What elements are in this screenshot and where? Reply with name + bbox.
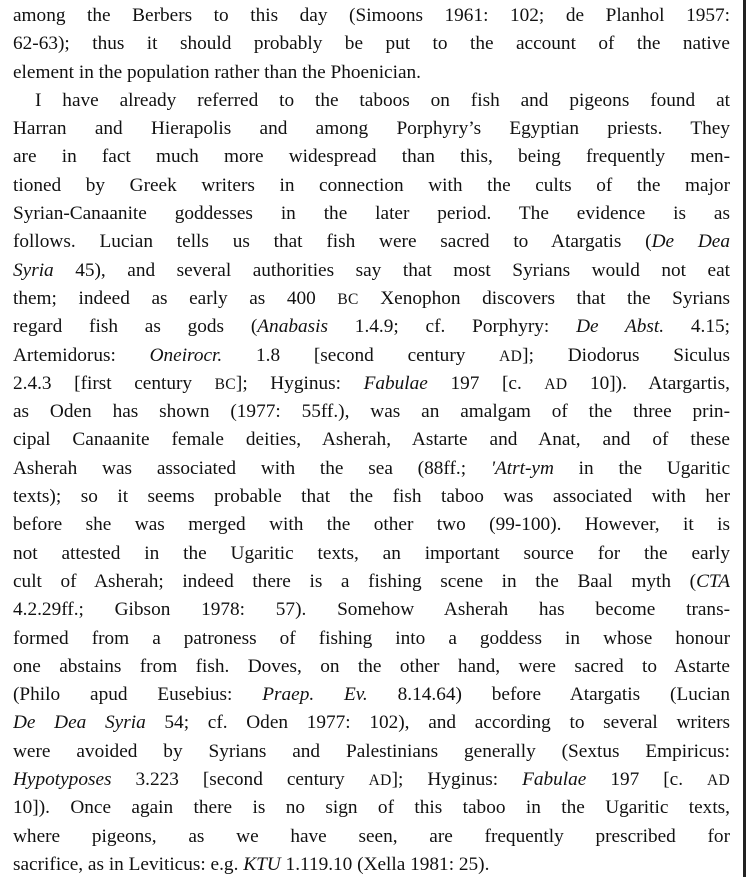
small-caps: AD bbox=[368, 772, 392, 790]
text-line: as Oden has shown (1977: 55ff.), was an amalgam of the three prin- bbox=[13, 401, 730, 423]
text-line: cult of Asherah; indeed there is a fishing scene in the Baal myth (CTA bbox=[13, 570, 730, 592]
text-line: one abstains from fish. Doves, on the other hand, were sacred to Astarte bbox=[13, 655, 730, 677]
text-line: tioned by Greek writers in connection with the cults of the major bbox=[13, 174, 730, 196]
italic-title: Hypotyposes bbox=[13, 769, 112, 791]
text-line: are in fact much more widespread than this, being frequently men- bbox=[13, 146, 730, 168]
text-line: 4.2.29ff.; Gibson 1978: 57). Somehow Asherah has become trans- bbox=[13, 599, 730, 621]
text-line: element in the population rather than the Phoenician. bbox=[13, 61, 421, 83]
italic-title: CTA bbox=[696, 570, 730, 592]
text-line: 2.4.3 [first century BC]; Hyginus: Fabulae 197 [c. AD 10]). Atargartis, bbox=[13, 372, 730, 394]
italic-term: 'Atrt-ym bbox=[490, 457, 554, 479]
text-line: texts); so it seems probable that the fish taboo was associated with her bbox=[13, 486, 730, 508]
small-caps: AD bbox=[544, 375, 568, 393]
small-caps: AD bbox=[499, 347, 523, 365]
text-line: where pigeons, as we have seen, are frequently prescribed for bbox=[13, 825, 730, 847]
small-caps: BC bbox=[337, 290, 359, 308]
text-line: cipal Canaanite female deities, Asherah, Astarte and Anat, and of these bbox=[13, 429, 730, 451]
text-line: Asherah was associated with the sea (88ff.; 'Atrt-ym in the Ugaritic bbox=[13, 457, 730, 479]
text-line: I have already referred to the taboos on fish and pigeons found at bbox=[35, 89, 730, 111]
small-caps: BC bbox=[214, 375, 236, 393]
text-line: formed from a patroness of fishing into a goddess in whose honour bbox=[13, 627, 730, 649]
text-line: (Philo apud Eusebius: Praep. Ev. 8.14.64) before Atargatis (Lucian bbox=[13, 684, 730, 706]
text-line: Hypotyposes 3.223 [second century AD]; Hyginus: Fabulae 197 [c. AD bbox=[13, 769, 730, 791]
italic-title: De Dea bbox=[651, 231, 730, 253]
text-line: sacrifice, as in Leviticus: e.g. KTU 1.119.10 (Xella 1981: 25). bbox=[13, 853, 490, 875]
text-line: Harran and Hierapolis and among Porphyry’s Egyptian priests. They bbox=[13, 118, 730, 140]
text-line: Artemidorus: Oneirocr. 1.8 [second century AD]; Diodorus Siculus bbox=[13, 344, 730, 366]
text-line: not attested in the Ugaritic texts, an important source for the early bbox=[13, 542, 730, 564]
small-caps: AD bbox=[707, 772, 730, 790]
text-line: regard fish as gods (Anabasis 1.4.9; cf. Porphyry: De Abst. 4.15; bbox=[13, 316, 730, 338]
italic-title: Fabulae bbox=[522, 769, 587, 791]
italic-title: Fabulae bbox=[363, 372, 428, 394]
text-line: De Dea Syria 54; cf. Oden 1977: 102), and according to several writers bbox=[13, 712, 730, 734]
paragraph-1 bbox=[13, 2, 730, 87]
text-line: among the Berbers to this day (Simoons 1961: 102; de Planhol 1957: bbox=[13, 5, 730, 26]
text-line: 62-63); thus it should probably be put to the account of the native bbox=[13, 33, 730, 55]
italic-title: Oneirocr. bbox=[149, 344, 223, 366]
italic-title: Syria bbox=[13, 259, 54, 281]
italic-title: Anabasis bbox=[257, 316, 328, 338]
text-line: follows. Lucian tells us that fish were sacred to Atargatis (De Dea bbox=[13, 231, 730, 253]
text-line: 10]). Once again there is no sign of this taboo in the Ugaritic texts, bbox=[13, 797, 730, 819]
italic-title: De Dea Syria bbox=[13, 712, 146, 734]
italic-title: KTU bbox=[243, 853, 281, 875]
scan-edge-border bbox=[743, 0, 746, 877]
text-line: Syrian-Canaanite goddesses in the later period. The evidence is as bbox=[13, 203, 730, 225]
italic-title: De Abst. bbox=[576, 316, 665, 338]
text-line: Syria 45), and several authorities say that most Syrians would not eat bbox=[13, 259, 730, 281]
text-line: them; indeed as early as 400 BC Xenophon discovers that the Syrians bbox=[13, 287, 730, 309]
text-line: were avoided by Syrians and Palestinians generally (Sextus Empiricus: bbox=[13, 740, 730, 762]
italic-title: Praep. Ev. bbox=[262, 684, 368, 706]
text-line: before she was merged with the other two (99-100). However, it is bbox=[13, 514, 730, 536]
paragraph-2 bbox=[13, 87, 730, 879]
